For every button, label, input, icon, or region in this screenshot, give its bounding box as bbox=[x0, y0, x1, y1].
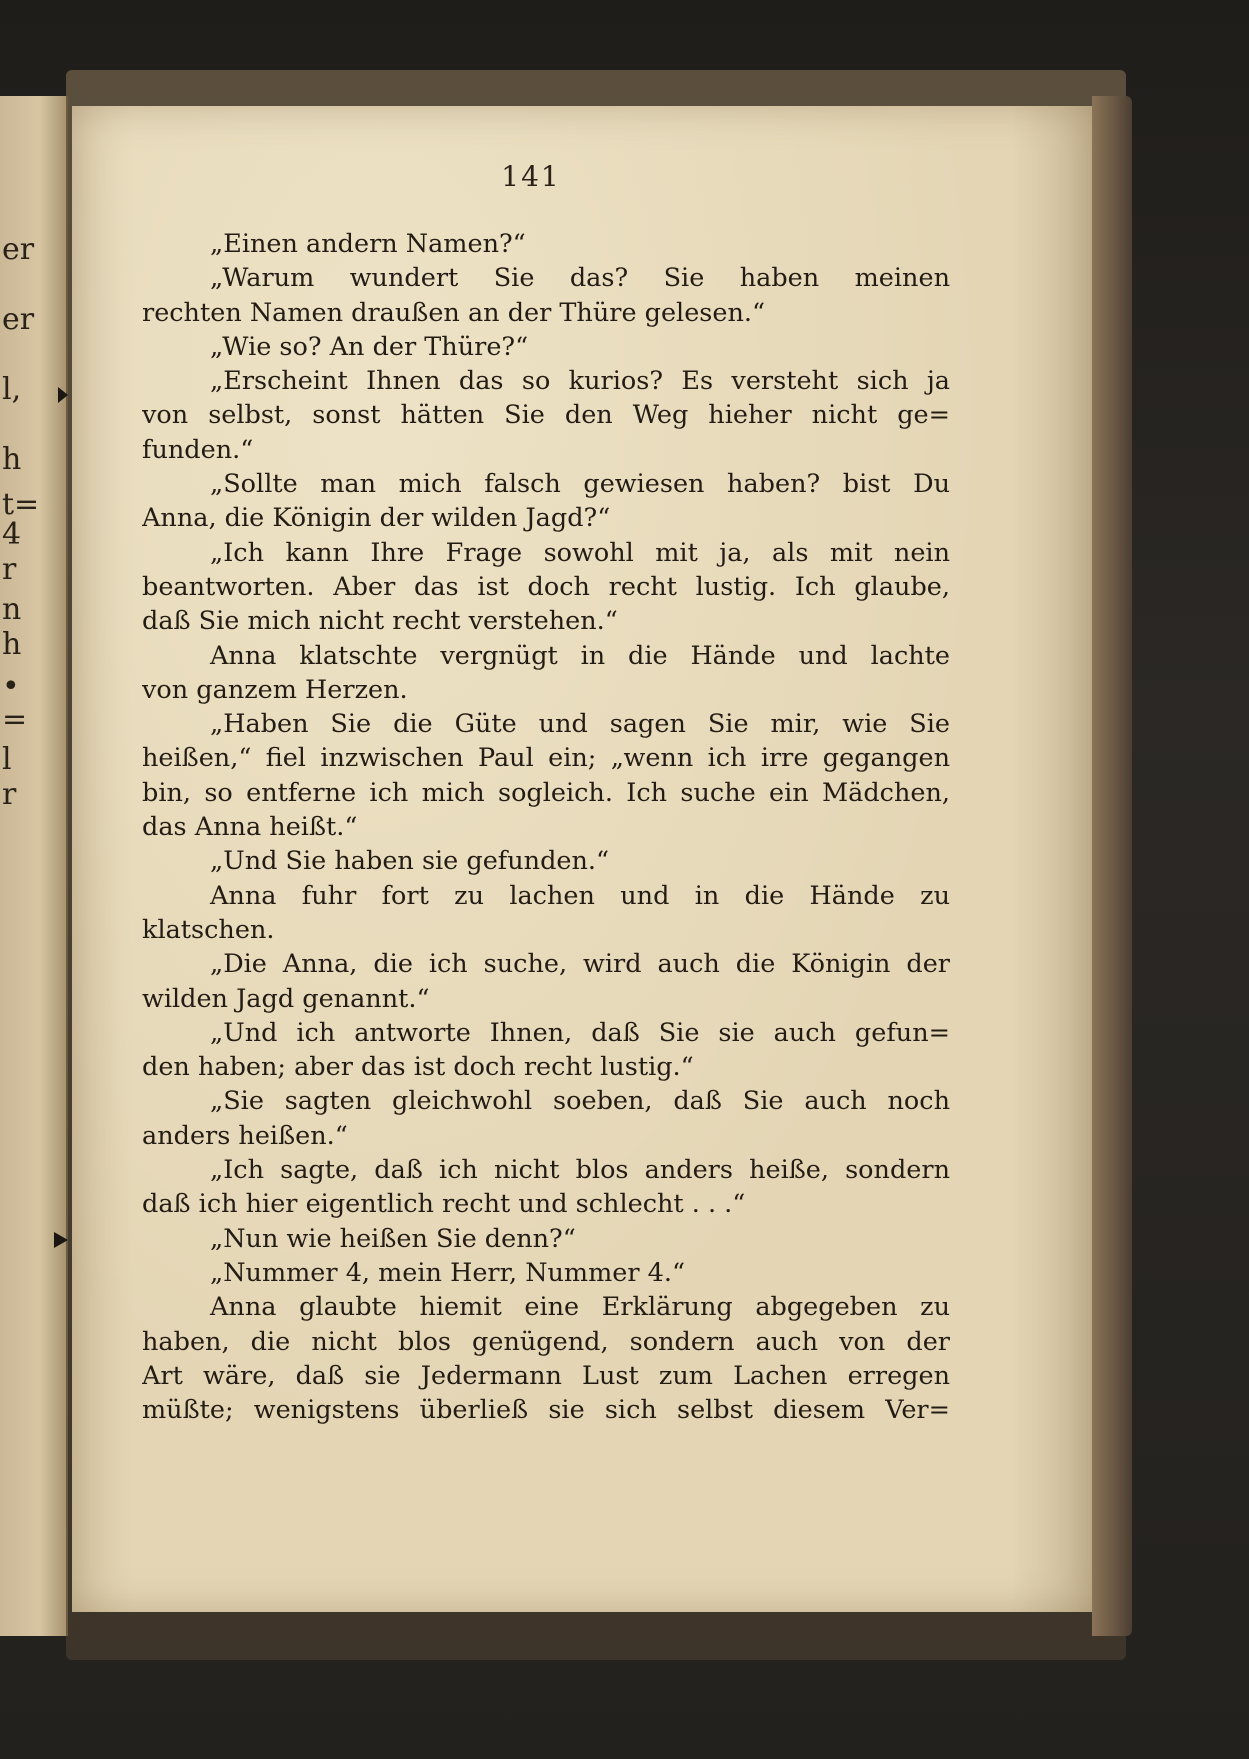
left-page-fragment: n bbox=[2, 592, 22, 627]
text-line: Anna fuhr fort zu lachen und in die Hände zu bbox=[210, 880, 950, 911]
text-line: „Haben Sie die Güte und sagen Sie mir, wie Sie bbox=[210, 709, 950, 740]
text-line: „Ich sagte, daß ich nicht blos anders heiße, sondern bbox=[210, 1155, 950, 1186]
page-text bbox=[142, 227, 950, 1427]
text-line: Anna, die Königin der wilden Jagd?“ bbox=[142, 503, 611, 534]
left-page-fragment: l bbox=[2, 742, 12, 777]
left-page-fragment: er bbox=[2, 232, 35, 267]
text-line: von selbst, sonst hätten Sie den Weg hieher nicht ge= bbox=[142, 400, 950, 431]
left-page-fragment: = bbox=[2, 702, 28, 737]
text-line: heißen,“ fiel inzwischen Paul ein; „wenn ich irre gegangen bbox=[142, 743, 950, 774]
text-line: „Sollte man mich falsch gewiesen haben? bist Du bbox=[210, 469, 950, 500]
left-page-fragment: 4 bbox=[2, 517, 22, 552]
left-page-fragment: l, bbox=[2, 372, 22, 407]
left-page-fragment: t= bbox=[2, 487, 40, 522]
text-line: bin, so entferne ich mich sogleich. Ich suche ein Mädchen, bbox=[142, 777, 950, 808]
left-page-fragment: r bbox=[2, 552, 17, 587]
left-page-fragment: • bbox=[2, 669, 20, 704]
text-line: von ganzem Herzen. bbox=[142, 674, 408, 705]
text-line: beantworten. Aber das ist doch recht lustig. Ich glaube, bbox=[142, 571, 950, 602]
left-page-fragment: h bbox=[2, 442, 22, 477]
left-page-fragment: r bbox=[2, 777, 17, 812]
page-marker-icon bbox=[54, 1232, 68, 1248]
text-line: „Und ich antworte Ihnen, daß Sie sie auch gefun= bbox=[210, 1017, 950, 1048]
text-line: daß Sie mich nicht recht verstehen.“ bbox=[142, 606, 618, 637]
text-line: den haben; aber das ist doch recht lustig.“ bbox=[142, 1052, 694, 1083]
text-line: das Anna heißt.“ bbox=[142, 812, 358, 843]
text-line: klatschen. bbox=[142, 914, 275, 945]
text-line: „Und Sie haben sie gefunden.“ bbox=[210, 846, 610, 877]
text-line: „Wie so? An der Thüre?“ bbox=[210, 331, 529, 362]
text-line: „Nummer 4, mein Herr, Nummer 4.“ bbox=[210, 1257, 686, 1288]
text-line: müßte; wenigstens überließ sie sich selbst diesem Ver= bbox=[142, 1395, 950, 1426]
text-line: Anna glaubte hiemit eine Erklärung abgegeben zu bbox=[210, 1292, 950, 1323]
text-line: „Die Anna, die ich suche, wird auch die Königin der bbox=[210, 949, 950, 980]
text-line: „Nun wie heißen Sie denn?“ bbox=[210, 1223, 576, 1254]
text-line: Art wäre, daß sie Jedermann Lust zum Lachen erregen bbox=[142, 1360, 950, 1391]
text-line: „Sie sagten gleichwohl soeben, daß Sie auch noch bbox=[210, 1086, 950, 1117]
text-line: „Warum wundert Sie das? Sie haben meinen bbox=[210, 263, 950, 294]
text-line: „Einen andern Namen?“ bbox=[210, 229, 526, 259]
page-fore-edge bbox=[1092, 96, 1132, 1636]
text-line: rechten Namen draußen an der Thüre gelesen.“ bbox=[142, 297, 766, 328]
text-line: daß ich hier eigentlich recht und schlecht . . .“ bbox=[142, 1189, 746, 1220]
text-line: funden.“ bbox=[142, 434, 254, 465]
page-number: 141 bbox=[501, 160, 561, 193]
text-line: „Erscheint Ihnen das so kurios? Es versteht sich ja bbox=[210, 366, 950, 397]
left-page-fragment: h bbox=[2, 627, 22, 662]
page-marker-icon bbox=[58, 387, 68, 403]
text-line: wilden Jagd genannt.“ bbox=[142, 983, 430, 1014]
text-line: „Ich kann Ihre Frage sowohl mit ja, als mit nein bbox=[210, 537, 950, 568]
text-line: Anna klatschte vergnügt in die Hände und lachte bbox=[210, 640, 950, 671]
left-page-fragment: er bbox=[2, 302, 35, 337]
text-line: anders heißen.“ bbox=[142, 1120, 348, 1151]
text-line: haben, die nicht blos genügend, sondern auch von der bbox=[142, 1326, 950, 1357]
